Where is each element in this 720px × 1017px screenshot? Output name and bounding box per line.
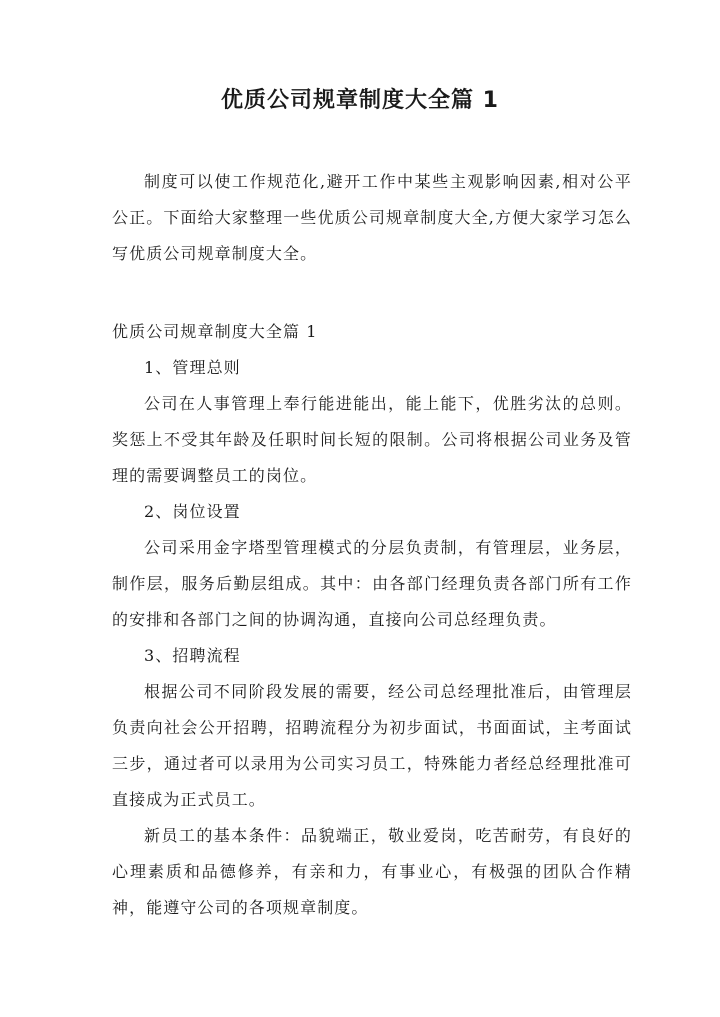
section-title: 优质公司规章制度大全篇 1 xyxy=(112,322,318,341)
intro-paragraph: 制度可以使工作规范化,避开工作中某些主观影响因素,相对公平公正。下面给大家整理一些优质公司规章制度大全,方便大家学习怎么写优质公司规章制度大全。 xyxy=(112,172,632,263)
paragraph-position-setup: 公司采用金字塔型管理模式的分层负责制，有管理层，业务层，制作层，服务后勤层组成。其中：由各部门经理负责各部门所有工作的安排和各部门之间的协调沟通，直接向公司总经理负责。 xyxy=(112,538,632,629)
paragraph-gap xyxy=(112,272,632,314)
heading-management-principles: 1、管理总则 xyxy=(144,358,241,377)
heading-recruitment-process: 3、招聘流程 xyxy=(144,646,241,665)
paragraph-recruitment-process: 根据公司不同阶段发展的需要，经公司总经理批准后，由管理层负责向社会公开招聘，招聘流程分为初步面试，书面面试，主考面试三步，通过者可以录用为公司实习员工，特殊能力者经总经理批准可直接成为正式员工。 xyxy=(112,682,632,809)
paragraph-new-employee-conditions: 新员工的基本条件：品貌端正，敬业爱岗，吃苦耐劳，有良好的心理素质和品德修养，有亲和力，有事业心，有极强的团队合作精神，能遵守公司的各项规章制度。 xyxy=(112,826,632,917)
page-title: 优质公司规章制度大全篇 1 xyxy=(221,88,499,113)
document-body xyxy=(112,164,632,926)
paragraph-management-principles: 公司在人事管理上奉行能进能出，能上能下，优胜劣汰的总则。奖惩上不受其年龄及任职时间长短的限制。公司将根据公司业务及管理的需要调整员工的岗位。 xyxy=(112,394,632,485)
heading-position-setup: 2、岗位设置 xyxy=(144,502,241,521)
